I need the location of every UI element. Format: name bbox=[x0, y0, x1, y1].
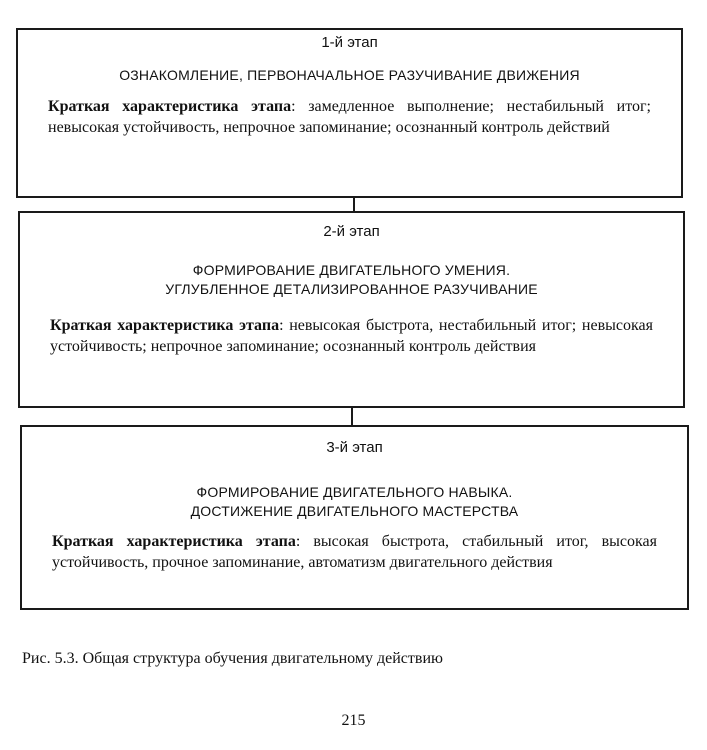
stage-2-description bbox=[50, 315, 653, 357]
stage-3-desc-text: : высокая быстрота, стабильный итог, высокая устойчивость, прочное запоминание, автоматизм двигательного действия bbox=[52, 533, 657, 571]
stage-3-description bbox=[52, 531, 657, 573]
stage-2-desc-label: Краткая характеристика этапа bbox=[50, 317, 280, 334]
stage-3-title bbox=[22, 483, 687, 521]
stage-1-box bbox=[16, 28, 683, 198]
stage-1-desc-label: Краткая характеристика этапа bbox=[48, 98, 292, 115]
stage-2-title bbox=[20, 261, 683, 299]
stage-2-title-line: ФОРМИРОВАНИЕ ДВИГАТЕЛЬНОГО УМЕНИЯ. bbox=[192, 262, 511, 278]
connector-1-2 bbox=[353, 198, 355, 211]
connector-2-3 bbox=[351, 408, 353, 425]
stage-1-desc-text: : замедленное выполнение; нестабильный итог; невысокая устойчивость, непрочное запоминание; осознанный контроль действий bbox=[48, 98, 651, 136]
stage-2-desc-text: : невысокая быстрота, нестабильный итог; невысокая устойчивость; непрочное запоминание; осознанный контроль действия bbox=[50, 317, 653, 355]
stage-3-number: 3-й этап bbox=[326, 439, 383, 456]
page-number: 215 bbox=[341, 712, 366, 729]
stage-1-description bbox=[48, 96, 651, 138]
stage-2-box bbox=[18, 211, 685, 408]
stage-3-desc-label: Краткая характеристика этапа bbox=[52, 533, 296, 550]
figure-caption: Рис. 5.3. Общая структура обучения двигательному действию bbox=[22, 650, 443, 667]
stage-1-title-line: ОЗНАКОМЛЕНИЕ, ПЕРВОНАЧАЛЬНОЕ РАЗУЧИВАНИЕ ДВИЖЕНИЯ bbox=[119, 67, 580, 83]
stage-3-title-line: ФОРМИРОВАНИЕ ДВИГАТЕЛЬНОГО НАВЫКА. bbox=[196, 484, 513, 500]
stage-1-number: 1-й этап bbox=[321, 34, 378, 51]
stage-2-number: 2-й этап bbox=[323, 223, 380, 240]
stage-2-title-line: УГЛУБЛЕННОЕ ДЕТАЛИЗИРОВАННОЕ РАЗУЧИВАНИЕ bbox=[165, 281, 538, 297]
stage-1-title bbox=[18, 66, 681, 85]
stage-3-box bbox=[20, 425, 689, 610]
stage-3-title-line: ДОСТИЖЕНИЕ ДВИГАТЕЛЬНОГО МАСТЕРСТВА bbox=[190, 503, 519, 519]
